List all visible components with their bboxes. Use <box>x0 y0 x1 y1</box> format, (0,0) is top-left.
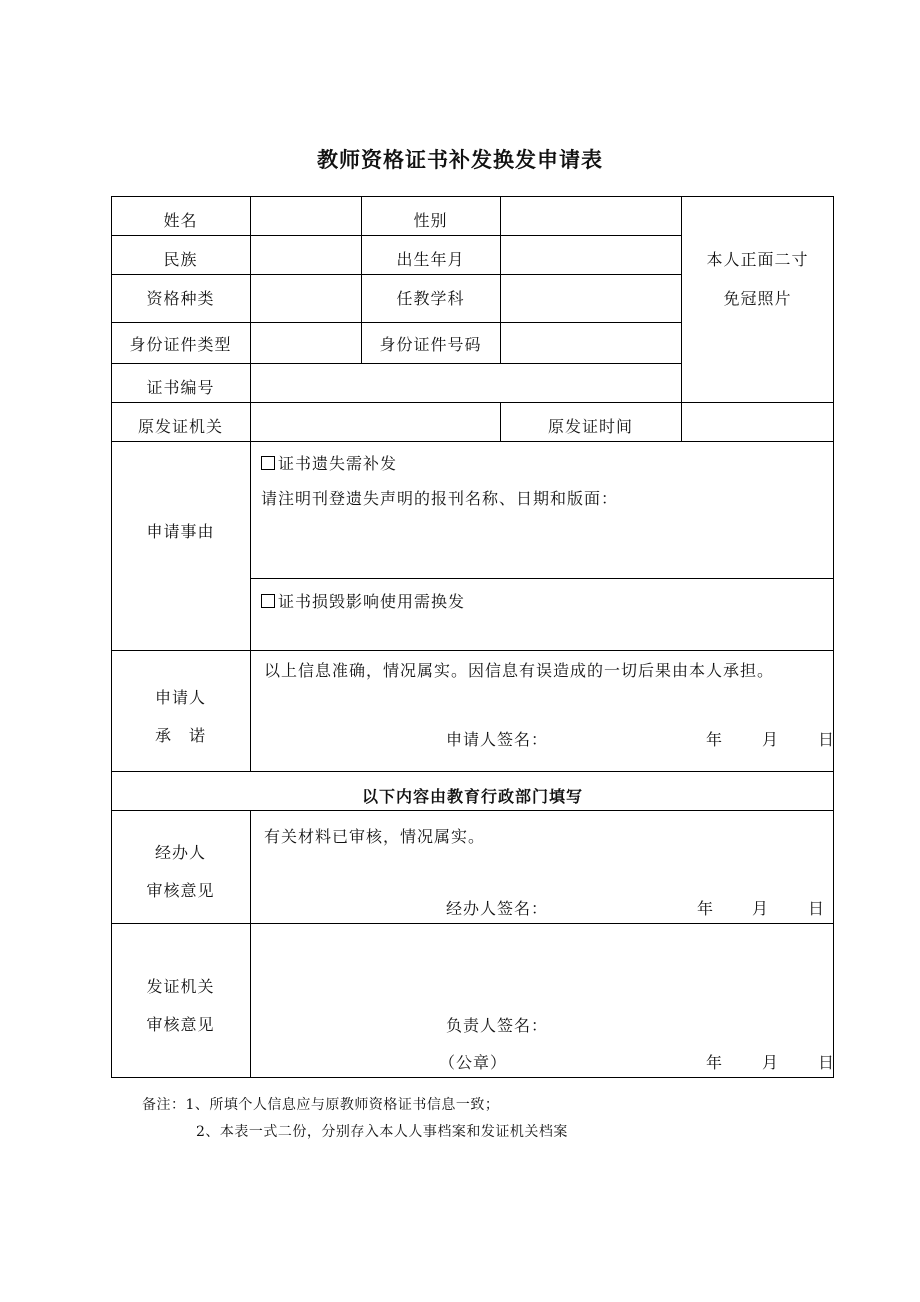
id-number-label: 身份证件号码 <box>379 335 482 354</box>
table-rule <box>111 923 834 924</box>
subject-field[interactable] <box>502 275 679 321</box>
application-form-table <box>111 196 834 1078</box>
photo-placeholder-line1: 本人正面二寸 <box>706 250 809 269</box>
id-type-field[interactable] <box>252 323 359 362</box>
note-line-2: 2、本表一式二份，分别存入本人人事档案和发证机关档案 <box>196 1124 568 1140</box>
reason-option-lost[interactable] <box>261 454 397 474</box>
pledge-month: 月 <box>762 730 780 749</box>
note-line-1: 备注：1、所填个人信息应与原教师资格证书信息一致； <box>142 1097 500 1113</box>
pledge-label-line2: 承 诺 <box>154 726 206 745</box>
reason-option-damaged[interactable] <box>261 592 465 612</box>
photo-placeholder-line2: 免冠照片 <box>723 289 792 308</box>
authority-signature-label: 负责人签名： <box>446 1016 549 1035</box>
table-rule <box>500 196 501 363</box>
pledge-label-line1: 申请人 <box>154 688 206 707</box>
pledge-year: 年 <box>706 730 724 749</box>
lost-instruction: 请注明刊登遗失声明的报刊名称、日期和版面： <box>261 489 619 508</box>
gender-field[interactable] <box>502 197 679 234</box>
subject-label: 任教学科 <box>396 289 465 308</box>
applicant-signature-label: 申请人签名： <box>446 730 549 749</box>
reason-label: 申请事由 <box>146 522 215 541</box>
official-seal-label: （公章） <box>439 1053 508 1072</box>
table-rule <box>681 196 682 441</box>
handler-label-line2: 审核意见 <box>146 881 215 900</box>
handler-month: 月 <box>752 899 770 918</box>
table-rule <box>250 196 251 771</box>
authority-label-line2: 审核意见 <box>146 1015 215 1034</box>
original-issue-time-field[interactable] <box>683 403 833 440</box>
authority-month: 月 <box>762 1053 780 1072</box>
original-issue-time-label: 原发证时间 <box>547 417 633 436</box>
birth-date-label: 出生年月 <box>396 250 465 269</box>
pledge-day: 日 <box>818 730 836 749</box>
handler-signature-label: 经办人签名： <box>446 899 549 918</box>
certificate-number-label: 证书编号 <box>146 378 215 397</box>
birth-date-field[interactable] <box>502 236 679 273</box>
certificate-number-field[interactable] <box>252 364 679 401</box>
ethnicity-field[interactable] <box>252 236 359 273</box>
table-rule <box>111 771 834 772</box>
ethnicity-label: 民族 <box>163 250 198 269</box>
original-issuer-label: 原发证机关 <box>137 417 223 436</box>
handler-statement: 有关材料已审核，情况属实。 <box>264 827 486 846</box>
name-label: 姓名 <box>163 211 198 230</box>
qualification-type-label: 资格种类 <box>146 289 215 308</box>
form-title: 教师资格证书补发换发申请表 <box>317 148 603 172</box>
handler-year: 年 <box>697 899 715 918</box>
checkbox-damaged[interactable] <box>261 594 275 608</box>
table-rule <box>250 578 834 579</box>
handler-day: 日 <box>808 899 826 918</box>
checkbox-lost[interactable] <box>261 456 275 470</box>
handler-label-line1: 经办人 <box>154 843 206 862</box>
reason-option-damaged-label: 证书损毁影响使用需换发 <box>278 592 466 611</box>
table-rule <box>250 810 251 1078</box>
original-issuer-field[interactable] <box>252 403 498 440</box>
id-type-label: 身份证件类型 <box>129 335 232 354</box>
pledge-statement: 以上信息准确，情况属实。因信息有误造成的一切后果由本人承担。 <box>264 661 775 680</box>
table-rule <box>111 810 834 811</box>
table-rule <box>111 650 834 651</box>
authority-year: 年 <box>706 1053 724 1072</box>
name-field[interactable] <box>252 197 359 234</box>
id-number-field[interactable] <box>502 323 679 362</box>
authority-day: 日 <box>818 1053 836 1072</box>
table-rule <box>111 441 834 442</box>
qualification-type-field[interactable] <box>252 275 359 321</box>
admin-section-header: 以下内容由教育行政部门填写 <box>361 787 583 806</box>
gender-label: 性别 <box>413 211 448 230</box>
authority-label-line1: 发证机关 <box>146 977 215 996</box>
reason-option-lost-label: 证书遗失需补发 <box>278 454 398 473</box>
